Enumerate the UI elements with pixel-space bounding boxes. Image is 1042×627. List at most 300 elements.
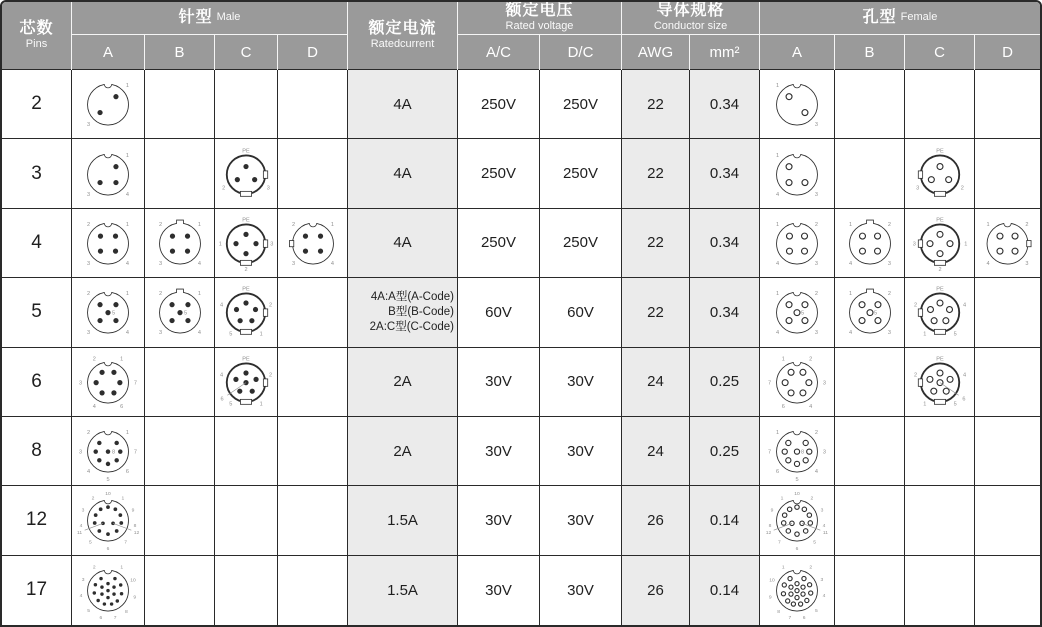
svg-text:1: 1 [125,430,129,437]
cell-female-b [835,139,905,208]
svg-text:6: 6 [961,396,965,403]
cell-female-d [975,70,1040,139]
svg-text:5: 5 [229,401,233,408]
table-row-pins-12 [2,486,1040,555]
svg-text:6: 6 [802,616,806,622]
svg-text:1: 1 [125,83,129,90]
cell-male-a [72,70,145,139]
table-body [2,70,1040,625]
svg-text:4: 4 [962,372,966,379]
svg-text:4: 4 [79,594,83,600]
cell-voltage-ac: 30V [458,556,540,625]
cell-pin-count: 3 [2,139,72,208]
table-row-pins-3 [2,139,1040,208]
header-male-col-b: B [145,35,215,70]
cell-awg: 22 [622,278,690,347]
svg-text:5: 5 [873,310,877,317]
cell-male-c [215,70,278,139]
cell-mm2: 0.34 [690,278,760,347]
cell-male-a [72,556,145,625]
svg-text:3: 3 [158,260,162,267]
cell-mm2: 0.34 [690,70,760,139]
connector-diagram-male-c [215,281,277,343]
header-female-zh: 孔型 [862,8,897,26]
svg-text:3: 3 [822,380,826,387]
cell-male-d [278,70,348,139]
svg-text:PE: PE [935,217,944,224]
svg-text:1: 1 [781,356,785,363]
cell-male-a [72,486,145,555]
svg-text:1: 1 [776,152,780,159]
header-male-en: Male [216,11,241,24]
svg-text:3: 3 [87,122,91,129]
cell-voltage-dc: 60V [540,278,622,347]
svg-text:1: 1 [197,291,201,298]
svg-text:1: 1 [848,222,852,229]
svg-text:4: 4 [125,330,129,337]
svg-text:4: 4 [809,403,813,410]
cell-pin-count: 2 [2,70,72,139]
svg-text:9: 9 [770,508,774,514]
connector-diagram-female-b [837,212,903,274]
connector-diagram-female-a [764,73,830,135]
svg-text:5: 5 [183,310,187,317]
header-male-col-a: A [72,35,145,70]
svg-text:11: 11 [822,531,829,537]
cell-mm2: 0.25 [690,417,760,486]
svg-text:6: 6 [120,403,124,410]
svg-text:3: 3 [270,241,274,248]
cell-pin-count: 12 [2,486,72,555]
svg-text:1: 1 [776,291,780,298]
svg-text:2: 2 [87,222,91,229]
cell-male-c [215,348,278,417]
cell-pin-count: 5 [2,278,72,347]
svg-text:1: 1 [121,496,125,502]
cell-female-c [905,70,975,139]
svg-text:4: 4 [822,524,826,530]
connector-diagram-female-c [907,281,973,343]
connector-diagram-female-a [764,212,830,274]
svg-text:1: 1 [776,83,780,90]
svg-text:2: 2 [937,267,942,274]
cell-voltage-dc: 250V [540,209,622,278]
svg-text:4: 4 [848,330,852,337]
connector-diagram-male-b [147,212,213,274]
svg-text:4: 4 [197,260,201,267]
svg-text:PE: PE [935,355,944,362]
cell-male-a [72,139,145,208]
svg-text:2: 2 [913,372,917,379]
header-conductor-col-awg: AWG [622,35,690,70]
cell-mm2: 0.34 [690,139,760,208]
cell-female-c [905,348,975,417]
svg-text:1: 1 [780,496,784,502]
svg-text:4: 4 [848,260,852,267]
cell-male-a [72,348,145,417]
cell-voltage-dc: 30V [540,348,622,417]
svg-text:6: 6 [776,468,780,475]
cell-male-d [278,139,348,208]
header-male-col-c: C [215,35,278,70]
svg-text:4: 4 [814,468,818,475]
cell-voltage-dc: 250V [540,139,622,208]
svg-text:1: 1 [218,241,222,248]
cell-mm2: 0.14 [690,486,760,555]
cell-voltage-dc: 30V [540,486,622,555]
cell-male-b [145,278,215,347]
svg-text:5: 5 [953,401,957,408]
svg-text:3: 3 [81,578,85,584]
svg-text:9: 9 [133,595,137,601]
cell-male-b [145,556,215,625]
svg-text:1: 1 [120,566,124,572]
svg-text:2: 2 [87,430,91,437]
connector-diagram-male-c [215,212,277,274]
header-voltage-col-ac: A/C [458,35,540,70]
cell-male-b [145,486,215,555]
cell-male-d [278,278,348,347]
connector-diagram-female-a [764,281,830,343]
svg-text:1: 1 [963,241,967,248]
connector-diagram-male-a [75,73,141,135]
svg-text:1: 1 [922,331,926,338]
svg-text:3: 3 [915,184,919,191]
header-rated-voltage-group [458,2,622,35]
cell-pin-count: 6 [2,348,72,417]
svg-text:10: 10 [769,578,775,584]
cell-rated-current: 4A [348,209,458,278]
cell-awg: 26 [622,556,690,625]
svg-text:3: 3 [887,260,891,267]
cell-male-a [72,417,145,486]
svg-text:4: 4 [87,468,91,475]
cell-female-b [835,486,905,555]
cell-rated-current: 2A [348,417,458,486]
svg-text:1: 1 [120,356,124,363]
svg-text:8: 8 [133,524,137,530]
connector-diagram-female-a [764,420,830,482]
cell-male-c [215,556,278,625]
svg-text:2: 2 [814,291,818,298]
svg-text:4: 4 [219,302,224,309]
svg-text:3: 3 [79,449,83,456]
svg-text:9: 9 [131,508,135,514]
svg-text:7: 7 [788,616,792,622]
svg-text:3: 3 [291,260,295,267]
svg-text:PE: PE [242,355,250,362]
cell-male-c [215,417,278,486]
cell-voltage-dc: 250V [540,70,622,139]
cell-male-d [278,209,348,278]
svg-text:1: 1 [781,566,785,572]
header-female-col-d: D [1002,43,1013,61]
connector-diagram-female-a [764,489,830,551]
svg-text:7: 7 [777,540,781,546]
svg-text:3: 3 [79,380,83,387]
svg-text:5: 5 [106,476,110,483]
cell-rated-current: 1.5A [348,556,458,625]
cell-rated-current: 4A [348,70,458,139]
svg-text:PE: PE [935,286,944,293]
svg-text:6: 6 [99,616,103,622]
cell-pin-count: 4 [2,209,72,278]
cell-female-b [835,417,905,486]
svg-text:5: 5 [801,310,805,317]
table-row-pins-6 [2,348,1040,417]
svg-text:4: 4 [219,372,224,379]
svg-text:3: 3 [822,449,826,456]
svg-text:4: 4 [125,191,129,198]
svg-text:1: 1 [259,401,263,408]
svg-text:2: 2 [814,430,818,437]
svg-text:4: 4 [776,330,780,337]
cell-female-d [975,278,1040,347]
svg-text:2: 2 [91,496,95,502]
svg-text:2: 2 [809,566,813,572]
cell-female-a [760,417,835,486]
cell-female-a [760,278,835,347]
svg-text:2: 2 [268,372,273,379]
connector-diagram-female-c [907,212,973,274]
connector-diagram-female-c [907,143,973,205]
svg-text:1: 1 [922,401,926,408]
connector-diagram-female-a [764,559,830,621]
cell-female-a [760,486,835,555]
header-female-group [760,2,1040,35]
connector-diagram-male-a [75,281,141,343]
cell-female-d [975,209,1040,278]
table-row-pins-8 [2,417,1040,486]
table-row-pins-5 [2,278,1040,347]
svg-text:3: 3 [814,330,818,337]
connector-diagram-female-a [764,143,830,205]
svg-text:4: 4 [986,260,990,267]
svg-text:10: 10 [794,492,800,498]
cell-male-d [278,348,348,417]
svg-text:4: 4 [776,260,780,267]
svg-text:5: 5 [953,331,957,338]
svg-text:3: 3 [87,260,91,267]
cell-female-a [760,70,835,139]
svg-text:3: 3 [158,330,162,337]
cell-voltage-ac: 60V [458,278,540,347]
cell-female-d [975,556,1040,625]
connector-diagram-male-a [75,489,141,551]
svg-text:10: 10 [130,578,136,584]
svg-text:3: 3 [820,578,824,584]
header-conductor-col-mm2: mm² [690,35,760,70]
svg-text:PE: PE [242,147,250,154]
cell-voltage-ac: 250V [458,70,540,139]
svg-text:7: 7 [768,380,772,387]
header-conductor-zh: 导体规格 [656,2,725,20]
cell-voltage-ac: 30V [458,348,540,417]
svg-text:1: 1 [848,291,852,298]
header-voltage-col-dc: D/C [540,35,622,70]
svg-text:1: 1 [125,152,129,159]
svg-text:3: 3 [814,191,818,198]
cell-female-c [905,486,975,555]
svg-text:7: 7 [133,449,137,456]
svg-text:6: 6 [781,403,785,410]
svg-text:1: 1 [330,222,334,229]
connector-diagram-male-a [75,143,141,205]
svg-text:1: 1 [125,291,129,298]
svg-text:2: 2 [913,302,917,309]
svg-text:5: 5 [815,609,818,615]
connector-diagram-female-b [837,281,903,343]
svg-text:2: 2 [222,184,226,191]
svg-text:1: 1 [986,222,990,229]
cell-female-d [975,486,1040,555]
svg-text:3: 3 [887,330,891,337]
svg-text:8: 8 [768,524,772,530]
cell-female-d [975,417,1040,486]
cell-female-b [835,278,905,347]
cell-male-b [145,348,215,417]
svg-text:1: 1 [776,430,780,437]
svg-text:2: 2 [291,222,295,229]
svg-text:2: 2 [810,496,814,502]
svg-text:5: 5 [87,609,90,615]
svg-text:2: 2 [960,184,964,191]
svg-text:5: 5 [229,331,233,338]
cell-rated-current: 1.5A [348,486,458,555]
cell-female-a [760,556,835,625]
table-row-pins-4 [2,209,1040,278]
cell-female-b [835,209,905,278]
svg-text:11: 11 [76,531,83,537]
table-row-pins-2 [2,70,1040,139]
cell-voltage-ac: 250V [458,209,540,278]
header-male-col-d: D [278,35,348,70]
svg-text:7: 7 [124,540,128,546]
svg-text:6: 6 [795,547,799,552]
cell-awg: 22 [622,70,690,139]
connector-diagram-male-c [215,351,277,413]
svg-text:6: 6 [106,547,110,552]
connector-diagram-male-a [75,420,141,482]
svg-text:2: 2 [809,356,813,363]
header-male-zh: 针型 [178,8,213,26]
svg-text:8: 8 [777,610,781,616]
svg-text:4: 4 [822,594,826,600]
svg-text:12: 12 [765,531,772,537]
svg-text:PE: PE [242,217,250,224]
cell-female-c [905,278,975,347]
header-female-col-c: C [905,35,975,70]
connector-diagram-male-c [215,143,277,205]
svg-text:12: 12 [133,531,140,537]
cell-male-c [215,278,278,347]
svg-text:2: 2 [87,291,91,298]
cell-male-b [145,417,215,486]
cell-female-c [905,417,975,486]
svg-text:1: 1 [125,222,129,229]
cell-male-b [145,209,215,278]
svg-text:1: 1 [197,222,201,229]
svg-text:7: 7 [768,449,772,456]
svg-text:5: 5 [88,540,92,546]
svg-text:9: 9 [768,595,772,601]
svg-text:2: 2 [92,566,96,572]
cell-male-c [215,139,278,208]
svg-text:3: 3 [820,508,824,514]
cell-awg: 24 [622,348,690,417]
cell-awg: 24 [622,417,690,486]
svg-text:3: 3 [81,508,85,514]
cell-female-d [975,139,1040,208]
connector-diagram-female-a [764,351,830,413]
svg-text:1: 1 [776,222,780,229]
cell-male-d [278,486,348,555]
svg-text:8: 8 [124,610,128,616]
svg-text:2: 2 [244,267,248,274]
cell-male-a [72,209,145,278]
cell-female-a [760,348,835,417]
svg-text:3: 3 [87,330,91,337]
table-row-pins-17 [2,556,1040,625]
header-female-col-b: B [835,35,905,70]
cell-rated-current: 4A [348,139,458,208]
cell-female-c [905,556,975,625]
connector-diagram-male-a [75,351,141,413]
cell-mm2: 0.25 [690,348,760,417]
connector-diagram-male-a [75,212,141,274]
svg-text:10: 10 [105,492,111,498]
header-conductor-en: Conductor size [653,20,728,33]
svg-text:5: 5 [813,540,817,546]
cell-rated-current: 2A [348,348,458,417]
cell-female-a [760,139,835,208]
cell-rated-current: 4A:A型(A-Code) B型(B-Code) 2A:C型(C-Code) [348,278,458,347]
svg-text:5: 5 [112,310,116,317]
svg-text:3: 3 [814,260,818,267]
cell-pin-count: 17 [2,556,72,625]
svg-text:4: 4 [197,330,201,337]
cell-voltage-dc: 30V [540,417,622,486]
svg-text:2: 2 [158,222,162,229]
header-conductor-size-group [622,2,760,35]
cell-male-d [278,556,348,625]
cell-awg: 22 [622,139,690,208]
header-pins [2,2,72,70]
cell-male-c [215,209,278,278]
header-pins-zh: 芯数 [19,20,54,38]
cell-voltage-ac: 30V [458,486,540,555]
svg-text:8: 8 [801,449,805,456]
header-current-en: Ratedcurrent [370,38,435,51]
cell-male-a [72,278,145,347]
svg-text:4: 4 [92,403,96,410]
svg-text:2: 2 [268,302,273,309]
cell-female-b [835,348,905,417]
svg-text:4: 4 [962,302,966,309]
connector-diagram-female-c [907,351,973,413]
cell-mm2: 0.34 [690,209,760,278]
cell-male-c [215,486,278,555]
svg-text:2: 2 [814,222,818,229]
connector-diagram-male-d [280,212,346,274]
cell-female-b [835,556,905,625]
cell-awg: 26 [622,486,690,555]
header-female-col-a: A [760,35,835,70]
svg-text:2: 2 [92,356,96,363]
cell-female-c [905,209,975,278]
svg-text:2: 2 [158,291,162,298]
cell-mm2: 0.14 [690,556,760,625]
